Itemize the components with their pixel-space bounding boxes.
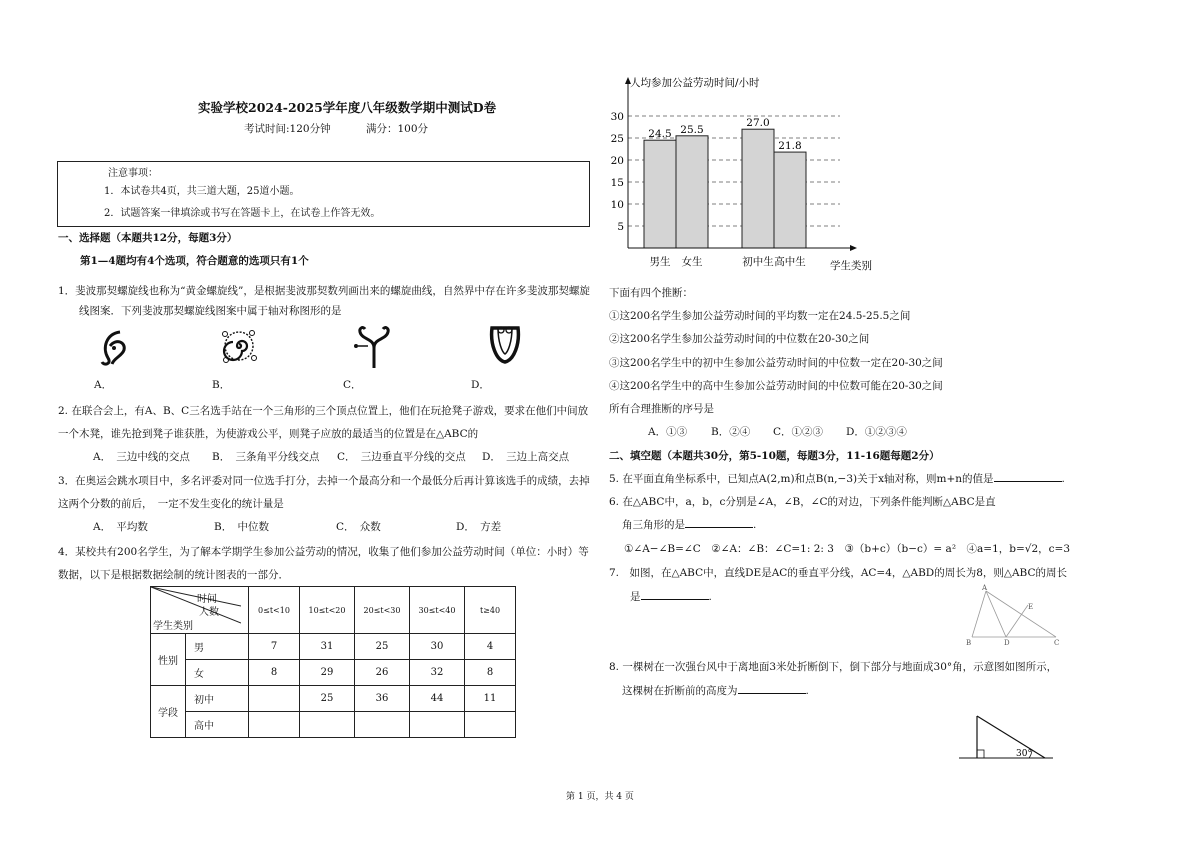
table-row	[151, 712, 516, 738]
q6-answer-blank[interactable]	[685, 517, 753, 528]
table-cell	[355, 712, 410, 738]
chart-y-axis-label: 人均参加公益劳动时间/小时	[630, 77, 760, 89]
q8-line2-wrap	[622, 683, 809, 698]
group-label-gender: 性别	[151, 634, 186, 686]
q8-tree-figure	[955, 712, 1055, 762]
q3-option-a[interactable]: A． 平均数	[93, 521, 148, 533]
column-header: 20≤t<30	[355, 587, 410, 634]
q7-line1: 7. 如图，在△ABC中，直线DE是AC的垂直平分线，AC=4，△ABD的周长为8，则△ABC的周长	[609, 567, 1067, 579]
group-label-stage: 学段	[151, 686, 186, 738]
q4-inference-intro: 下面有四个推断：	[609, 287, 693, 299]
row-label: 男	[186, 634, 249, 660]
column-header: t≥40	[465, 587, 516, 634]
q7-line2: 是	[630, 591, 641, 603]
bar-value-label: 27.0	[746, 117, 770, 130]
x-category-label: 女生	[681, 256, 703, 268]
q4-inference-2: ②这200名学生参加公益劳动时间的中位数在20-30之间	[609, 333, 870, 345]
q6-line2-wrap	[622, 517, 756, 532]
q8-line2: 这棵树在折断前的高度为	[622, 685, 738, 697]
row-label: 高中	[186, 712, 249, 738]
shell-spiral-icon	[218, 324, 260, 368]
q1-option-a[interactable]: A．	[94, 379, 113, 391]
q1-option-b[interactable]: B．	[212, 379, 231, 391]
q3-option-c[interactable]: C． 众数	[336, 521, 381, 533]
table-cell: 32	[410, 660, 465, 686]
q4-ask: 所有合理推断的序号是	[609, 403, 714, 415]
x-category-label: 初中生	[742, 256, 774, 268]
y-tick-label: 25	[610, 133, 624, 145]
bar	[774, 152, 806, 248]
table-cell: 8	[249, 660, 300, 686]
q8-end: .	[805, 685, 809, 697]
q7-triangle-figure	[964, 583, 1064, 649]
bar	[644, 140, 676, 248]
column-header: 10≤t<20	[300, 587, 355, 634]
column-header: 0≤t<10	[249, 587, 300, 634]
antler-spiral-icon	[352, 324, 396, 370]
table-cell: 7	[249, 634, 300, 660]
q3-line2: 这两个分数的前后， 一定不发生变化的统计量是	[58, 498, 284, 510]
bar-chart	[600, 70, 890, 280]
q5-question: 5. 在平面直角坐标系中，已知点A(2,m)和点B(n,−3)关于x轴对称，则m+n的值是	[609, 473, 994, 485]
q2-option-c[interactable]: C． 三边垂直平分线的交点	[337, 451, 466, 463]
section1-heading: 一、选择题（本题共12分，每题3分）	[58, 232, 238, 244]
q4-inference-1: ①这200名学生参加公益劳动时间的平均数一定在24.5-25.5之间	[609, 310, 911, 322]
bar-value-label: 21.8	[778, 140, 802, 153]
q7-end: .	[708, 591, 712, 603]
q8-line1: 8. 一棵树在一次强台风中于离地面3米处折断倒下，倒下部分与地面成30°角，示意图如图所示，	[609, 661, 1058, 673]
table-cell	[249, 686, 300, 712]
fig-label-e: E	[1028, 603, 1034, 611]
table-row	[151, 686, 516, 712]
table-cell: 29	[300, 660, 355, 686]
table-cell: 44	[410, 686, 465, 712]
q1-line2: 线图案．下列斐波那契螺旋线图案中属于轴对称图形的是	[79, 305, 342, 317]
table-cell	[249, 712, 300, 738]
q4-option-a[interactable]: A．①③	[648, 426, 688, 438]
bar	[742, 129, 774, 248]
q4-line2: 数据，以下是根据数据绘制的统计图表的一部分．	[58, 569, 289, 581]
chart-x-axis-label: 学生类别	[830, 260, 872, 272]
exam-time: 考试时间:120分钟	[244, 123, 331, 135]
q5-answer-blank[interactable]	[994, 471, 1062, 482]
table-cell: 36	[355, 686, 410, 712]
q4-line1: 4．某校共有200名学生，为了解本学期学生参加公益劳动的情况，收集了他们参加公益劳动时间（单位：小时）等	[58, 546, 589, 558]
q1-option-c[interactable]: C．	[343, 379, 362, 391]
q4-option-c[interactable]: C．①②③	[773, 426, 824, 438]
table-cell: 8	[465, 660, 516, 686]
full-score: 满分：100分	[366, 123, 429, 135]
fig-label-d: D	[1004, 639, 1010, 647]
corner-count-label: 人数	[199, 607, 219, 618]
q7-answer-blank[interactable]	[641, 589, 709, 600]
q2-line2: 一个木凳，谁先抢到凳子谁获胜，为使游戏公平，则凳子应放的最适当的位置是在△ABC的	[58, 428, 479, 440]
table-cell	[300, 712, 355, 738]
table-corner-cell	[151, 587, 249, 634]
notice-item-1: 1．本试卷共4页，共三道大题，25道小题。	[104, 186, 300, 197]
table-cell: 30	[410, 634, 465, 660]
y-tick-label: 20	[610, 155, 624, 167]
q5-end: .	[1061, 473, 1065, 485]
corner-category-label: 学生类别	[153, 621, 193, 632]
q2-option-b[interactable]: B． 三条角平分线交点	[212, 451, 320, 463]
bar-value-label: 24.5	[648, 128, 672, 141]
q4-inference-3: ③这200名学生中的初中生参加公益劳动时间的中位数一定在20-30之间	[609, 357, 943, 369]
q5-text	[609, 471, 1065, 486]
notice-label: 注意事项：	[108, 168, 158, 179]
fig-label-a: A	[982, 584, 988, 592]
vase-spiral-icon	[488, 322, 522, 366]
x-axis-arrow	[850, 245, 857, 251]
corner-time-label: 时间	[197, 594, 217, 605]
q1-option-d[interactable]: D．	[471, 379, 490, 391]
fig-label-b: B	[966, 639, 972, 647]
section1-subheading: 第1—4题均有4个选项，符合题意的选项只有1个	[80, 255, 309, 267]
page-number: 第 1 页，共 4 页	[566, 792, 634, 802]
x-category-label: 高中生	[774, 256, 806, 268]
q2-option-a[interactable]: A． 三边中线的交点	[93, 451, 190, 463]
table-cell: 25	[355, 634, 410, 660]
section2-heading: 二、填空题（本题共30分，第5-10题，每题3分，11-16题每题2分）	[609, 450, 940, 462]
page-title: 实验学校2024-2025学年度八年级数学期中测试D卷	[198, 100, 497, 115]
bar	[676, 136, 708, 248]
q4-option-b[interactable]: B．②④	[711, 426, 751, 438]
table-row	[151, 660, 516, 686]
y-tick-label: 30	[610, 111, 624, 123]
table-cell: 25	[300, 686, 355, 712]
stat-table	[150, 586, 516, 738]
y-tick-label: 5	[617, 221, 624, 233]
q1-line1: 1．斐波那契螺旋线也称为“黄金螺旋线”，是根据斐波那契数列画出来的螺旋曲线，自然界中存在许多斐波那契螺旋	[58, 285, 590, 297]
bar-value-label: 25.5	[680, 123, 704, 136]
q4-inference-4: ④这200名学生中的高中生参加公益劳动时间的中位数可能在20-30之间	[609, 380, 943, 392]
table-cell: 26	[355, 660, 410, 686]
table-cell	[465, 712, 516, 738]
notice-item-2: 2．试题答案一律填涂或书写在答题卡上，在试卷上作答无效。	[104, 208, 381, 219]
table-cell: 4	[465, 634, 516, 660]
q6-conditions: ①∠A−∠B=∠C ②∠A：∠B：∠C=1: 2: 3 ③（b+c）（b−c）= a² ④a=1，b=√2，c=3	[624, 543, 1071, 555]
row-label: 女	[186, 660, 249, 686]
q6-end: .	[753, 519, 757, 531]
q6-line1: 6. 在△ABC中，a，b，c分别是∠A，∠B，∠C的对边，下列条件能判断△ABC是直	[609, 496, 996, 508]
row-label: 初中	[186, 686, 249, 712]
q3-line1: 3．在奥运会跳水项目中，多名评委对同一位选手打分，去掉一个最高分和一个最低分后再计算该选手的成绩，去掉	[58, 475, 590, 487]
spiral-hook-icon	[98, 328, 130, 368]
q2-option-d[interactable]: D． 三边上高交点	[482, 451, 570, 463]
x-category-label: 男生	[649, 256, 671, 268]
q7-line2-wrap	[630, 589, 712, 604]
q3-option-b[interactable]: B． 中位数	[214, 521, 269, 533]
fig-label-c: C	[1054, 639, 1060, 647]
table-cell	[410, 712, 465, 738]
y-tick-label: 10	[610, 199, 624, 211]
y-tick-label: 15	[610, 177, 624, 189]
q2-line1: 2. 在联合会上，有A、B、C三名选手站在一个三角形的三个顶点位置上，他们在玩抢凳子游戏，要求在他们中间放	[58, 405, 589, 417]
q6-line2: 角三角形的是	[622, 519, 685, 531]
q4-option-d[interactable]: D．①②③④	[846, 426, 907, 438]
q3-option-d[interactable]: D． 方差	[456, 521, 502, 533]
angle-label: 30°	[1016, 749, 1032, 759]
table-cell: 31	[300, 634, 355, 660]
table-row	[151, 634, 516, 660]
table-cell: 11	[465, 686, 516, 712]
q8-answer-blank[interactable]	[738, 683, 806, 694]
column-header: 30≤t<40	[410, 587, 465, 634]
